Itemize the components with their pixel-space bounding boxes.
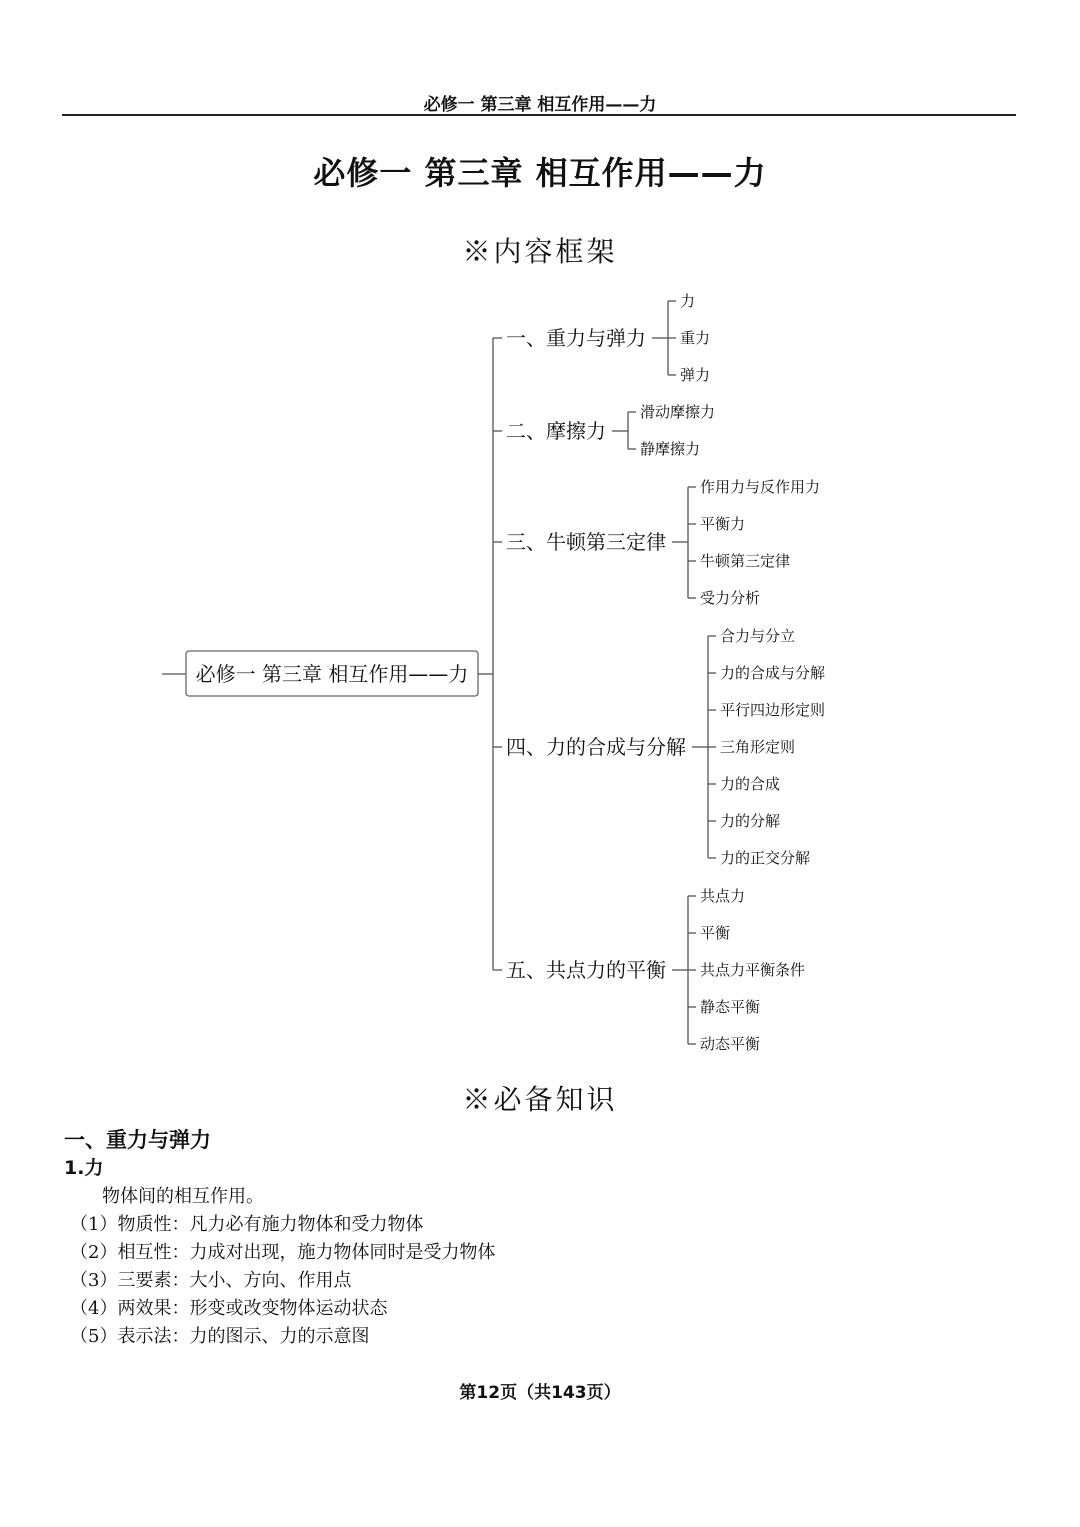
mindmap-branches [493, 292, 825, 1053]
knowledge-heading: ※必备知识 [462, 1083, 618, 1116]
page-footer: 第12页（共143页） [459, 1383, 621, 1403]
mindmap-leaf-label: 力的合成与分解 [720, 664, 826, 682]
mindmap-leaf-label: 力的正交分解 [720, 849, 811, 867]
mindmap-leaf-label: 共点力平衡条件 [700, 961, 806, 979]
mindmap-leaf-label: 动态平衡 [700, 1035, 761, 1053]
mindmap-leaf-label: 作用力与反作用力 [700, 478, 821, 496]
mindmap-branch-label: 五、共点力的平衡 [506, 958, 666, 982]
mindmap-leaf-label: 弹力 [680, 366, 711, 384]
mindmap-leaf-label: 力的分解 [720, 812, 781, 830]
mindmap-leaf-label: 平衡力 [700, 515, 746, 533]
knowledge-subsection-title: 1.力 [64, 1157, 104, 1179]
framework-heading: ※内容框架 [462, 235, 618, 268]
knowledge-item: （3）三要素：大小、方向、作用点 [70, 1270, 352, 1291]
running-header: 必修一 第三章 相互作用——力 [423, 95, 657, 115]
mindmap-root-label: 必修一 第三章 相互作用——力 [195, 662, 469, 686]
mindmap-leaf-label: 平衡 [700, 924, 731, 942]
mindmap-leaf-label: 静态平衡 [700, 998, 761, 1016]
mindmap-leaf-label: 受力分析 [700, 589, 761, 607]
mindmap-leaf-label: 平行四边形定则 [720, 701, 826, 719]
mindmap-leaf-label: 滑动摩擦力 [640, 403, 716, 421]
mindmap-branch-label: 四、力的合成与分解 [506, 735, 686, 759]
knowledge-section-title: 一、重力与弹力 [64, 1128, 211, 1152]
mindmap-leaf-label: 合力与分立 [720, 627, 796, 645]
knowledge-intro: 物体间的相互作用。 [102, 1186, 264, 1207]
knowledge-item: （2）相互性：力成对出现，施力物体同时是受力物体 [70, 1242, 496, 1263]
mindmap-leaf-label: 力 [680, 292, 696, 310]
mindmap-leaf-label: 共点力 [700, 887, 746, 905]
mindmap-leaf-label: 牛顿第三定律 [700, 552, 791, 570]
knowledge-item: （4）两效果：形变或改变物体运动状态 [70, 1298, 388, 1319]
page-title: 必修一 第三章 相互作用——力 [313, 154, 767, 192]
knowledge-item: （1）物质性：凡力必有施力物体和受力物体 [70, 1214, 424, 1235]
mindmap-branch-label: 一、重力与弹力 [506, 326, 646, 350]
mindmap-leaf-label: 三角形定则 [720, 738, 796, 756]
mindmap-leaf-label: 静摩擦力 [640, 440, 701, 458]
mindmap-leaf-label: 重力 [680, 329, 711, 347]
mindmap-leaf-label: 力的合成 [720, 775, 781, 793]
mindmap-branch-label: 二、摩擦力 [506, 419, 606, 443]
knowledge-item: （5）表示法：力的图示、力的示意图 [70, 1326, 370, 1347]
mindmap-branch-label: 三、牛顿第三定律 [506, 530, 666, 554]
